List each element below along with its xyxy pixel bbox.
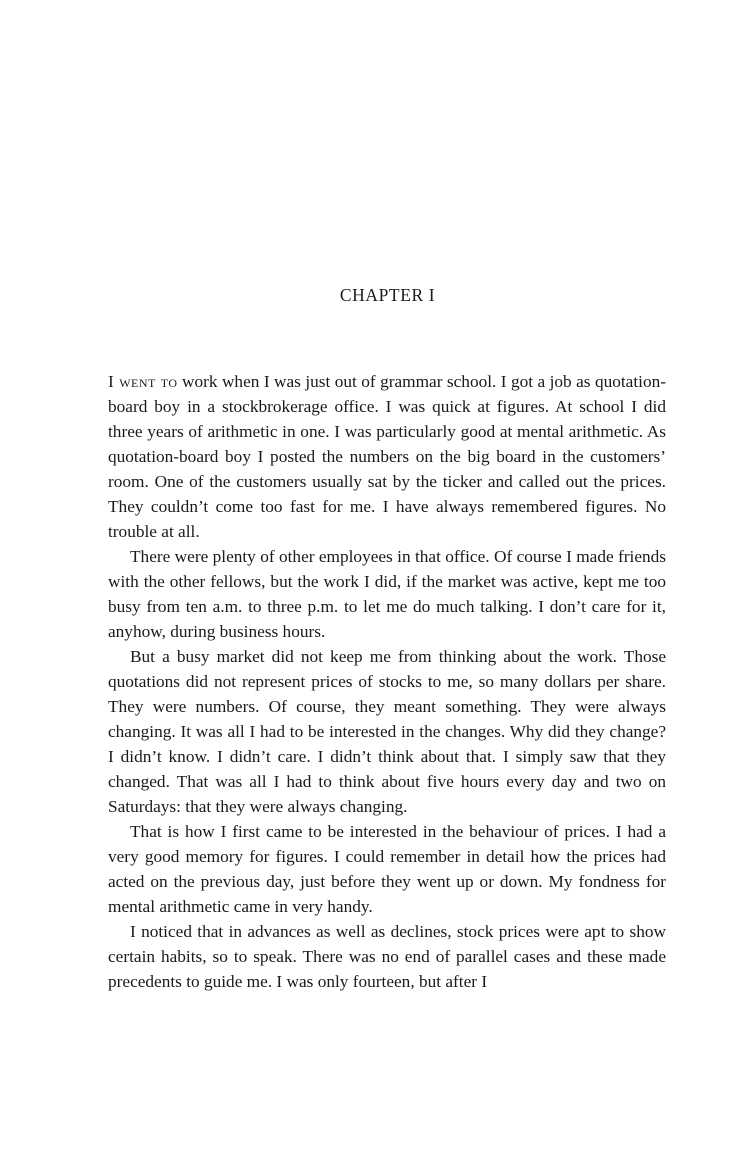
paragraph-1 [108, 369, 666, 544]
paragraph-1-text: work when I was just out of grammar school. I got a job as quotation-board boy in a stockbrokerage office. I was quick at figures. At school I did three years of arithmetic in one. I was particularly good at mental arithmetic. As quotation-board boy I posted the numbers on the big board in the customers’ room. One of the customers usually sat by the ticker and called out the prices. They couldn’t come too fast for me. I have always remembered figures. No trouble at all. [108, 372, 666, 541]
paragraph-3: But a busy market did not keep me from thinking about the work. Those quotations did not represent prices of stocks to me, so many dollars per share. They were numbers. Of course, they meant something. They were always changing. It was all I had to be interested in the changes. Why did they change? I didn’t know. I didn’t care. I didn’t think about that. I simply saw that they changed. That was all I had to think about five hours every day and two on Saturdays: that they were always changing. [108, 647, 666, 816]
chapter-body [108, 369, 666, 994]
paragraph-4: That is how I first came to be interested in the behaviour of prices. I had a very good memory for figures. I could remember in detail how the prices had acted on the previous day, just before they went up or down. My fondness for mental arithmetic came in very handy. [108, 822, 666, 916]
paragraph-2: There were plenty of other employees in that office. Of course I made friends with the other fellows, but the work I did, if the market was active, kept me too busy from ten a.m. to three p.m. to let me do much talking. I don’t care for it, anyhow, during business hours. [108, 547, 666, 641]
chapter-title: CHAPTER I [339, 285, 436, 305]
paragraph-5: I noticed that in advances as well as declines, stock prices were apt to show certain habits, so to speak. There was no end of parallel cases and these made precedents to guide me. I was only fourteen, but after I [108, 922, 666, 991]
opening-small-caps: I went to [108, 372, 178, 391]
